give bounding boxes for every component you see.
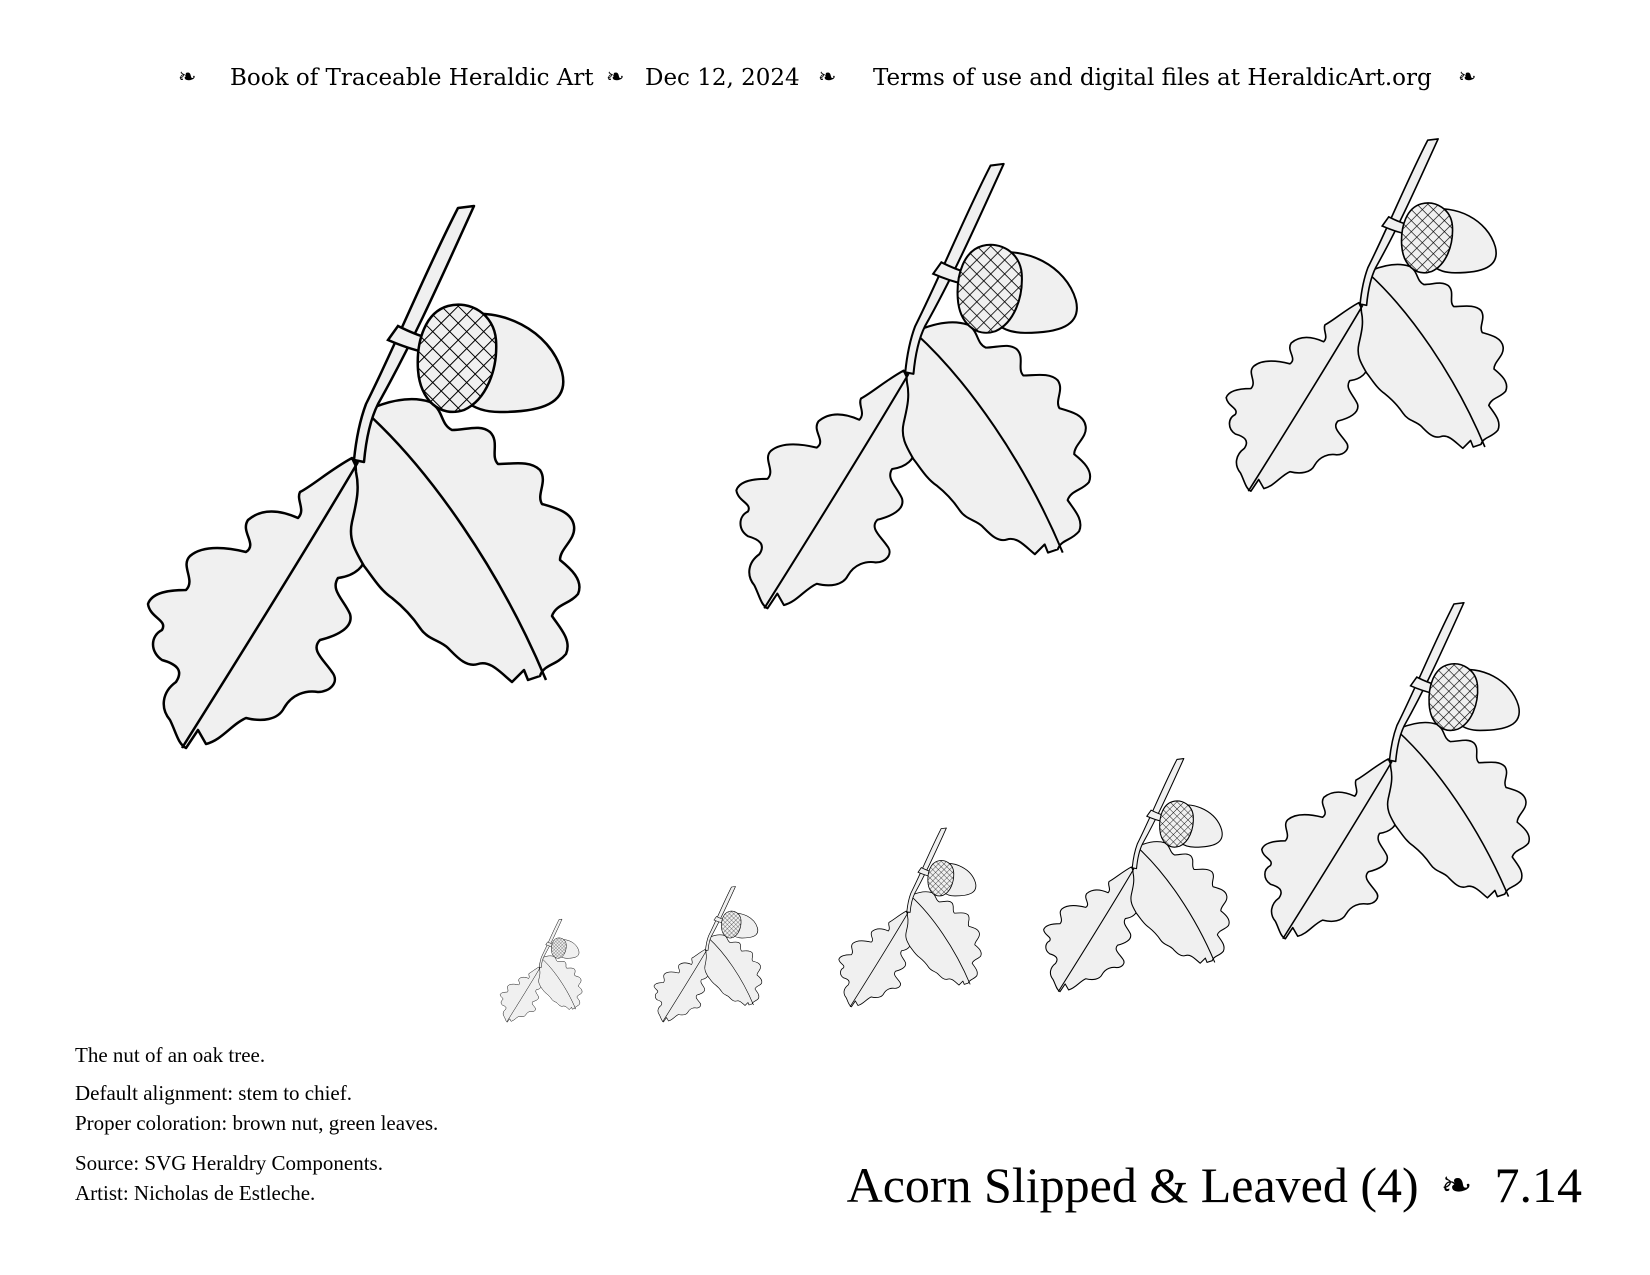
plate-title: Acorn Slipped & Leaved (4) xyxy=(846,1157,1419,1213)
fleuron-icon: ❧ xyxy=(818,65,837,90)
header-date: Dec 12, 2024 xyxy=(645,65,800,91)
source-line: Source: SVG Heraldry Components. xyxy=(75,1151,383,1175)
fleuron-icon: ❧ xyxy=(178,65,197,90)
artist-line: Artist: Nicholas de Estleche. xyxy=(75,1181,316,1205)
acorn-sprig-row-2 xyxy=(654,887,762,1023)
book-title: Book of Traceable Heraldic Art xyxy=(230,65,594,91)
acorn-sprig-row-5 xyxy=(1262,603,1529,939)
acorn-sprig-row-3 xyxy=(839,828,981,1007)
definition-line: The nut of an oak tree. xyxy=(75,1043,266,1067)
acorn-sprig-medium xyxy=(736,164,1090,608)
alignment-line: Default alignment: stem to chief. xyxy=(75,1081,352,1105)
terms-of-use: Terms of use and digital files at HeraldicArt.org xyxy=(873,65,1432,91)
plate-title-block xyxy=(847,1150,1582,1220)
coloration-line: Proper coloration: brown nut, green leaves. xyxy=(75,1111,439,1135)
fleuron-icon: ❧ xyxy=(1458,65,1477,90)
plate-number: 7.14 xyxy=(1494,1157,1582,1213)
acorn-sprig-large xyxy=(148,206,579,748)
credits xyxy=(75,1148,383,1208)
definition-text xyxy=(75,1040,265,1070)
fleuron-icon: ❧ xyxy=(606,65,625,90)
usage-notes xyxy=(75,1078,438,1138)
acorn-sprig-small xyxy=(1226,139,1506,491)
fleuron-icon: ❧ xyxy=(1440,1165,1473,1207)
acorn-sprig-row-4 xyxy=(1044,759,1230,992)
acorn-sprig-row-1 xyxy=(500,919,582,1022)
